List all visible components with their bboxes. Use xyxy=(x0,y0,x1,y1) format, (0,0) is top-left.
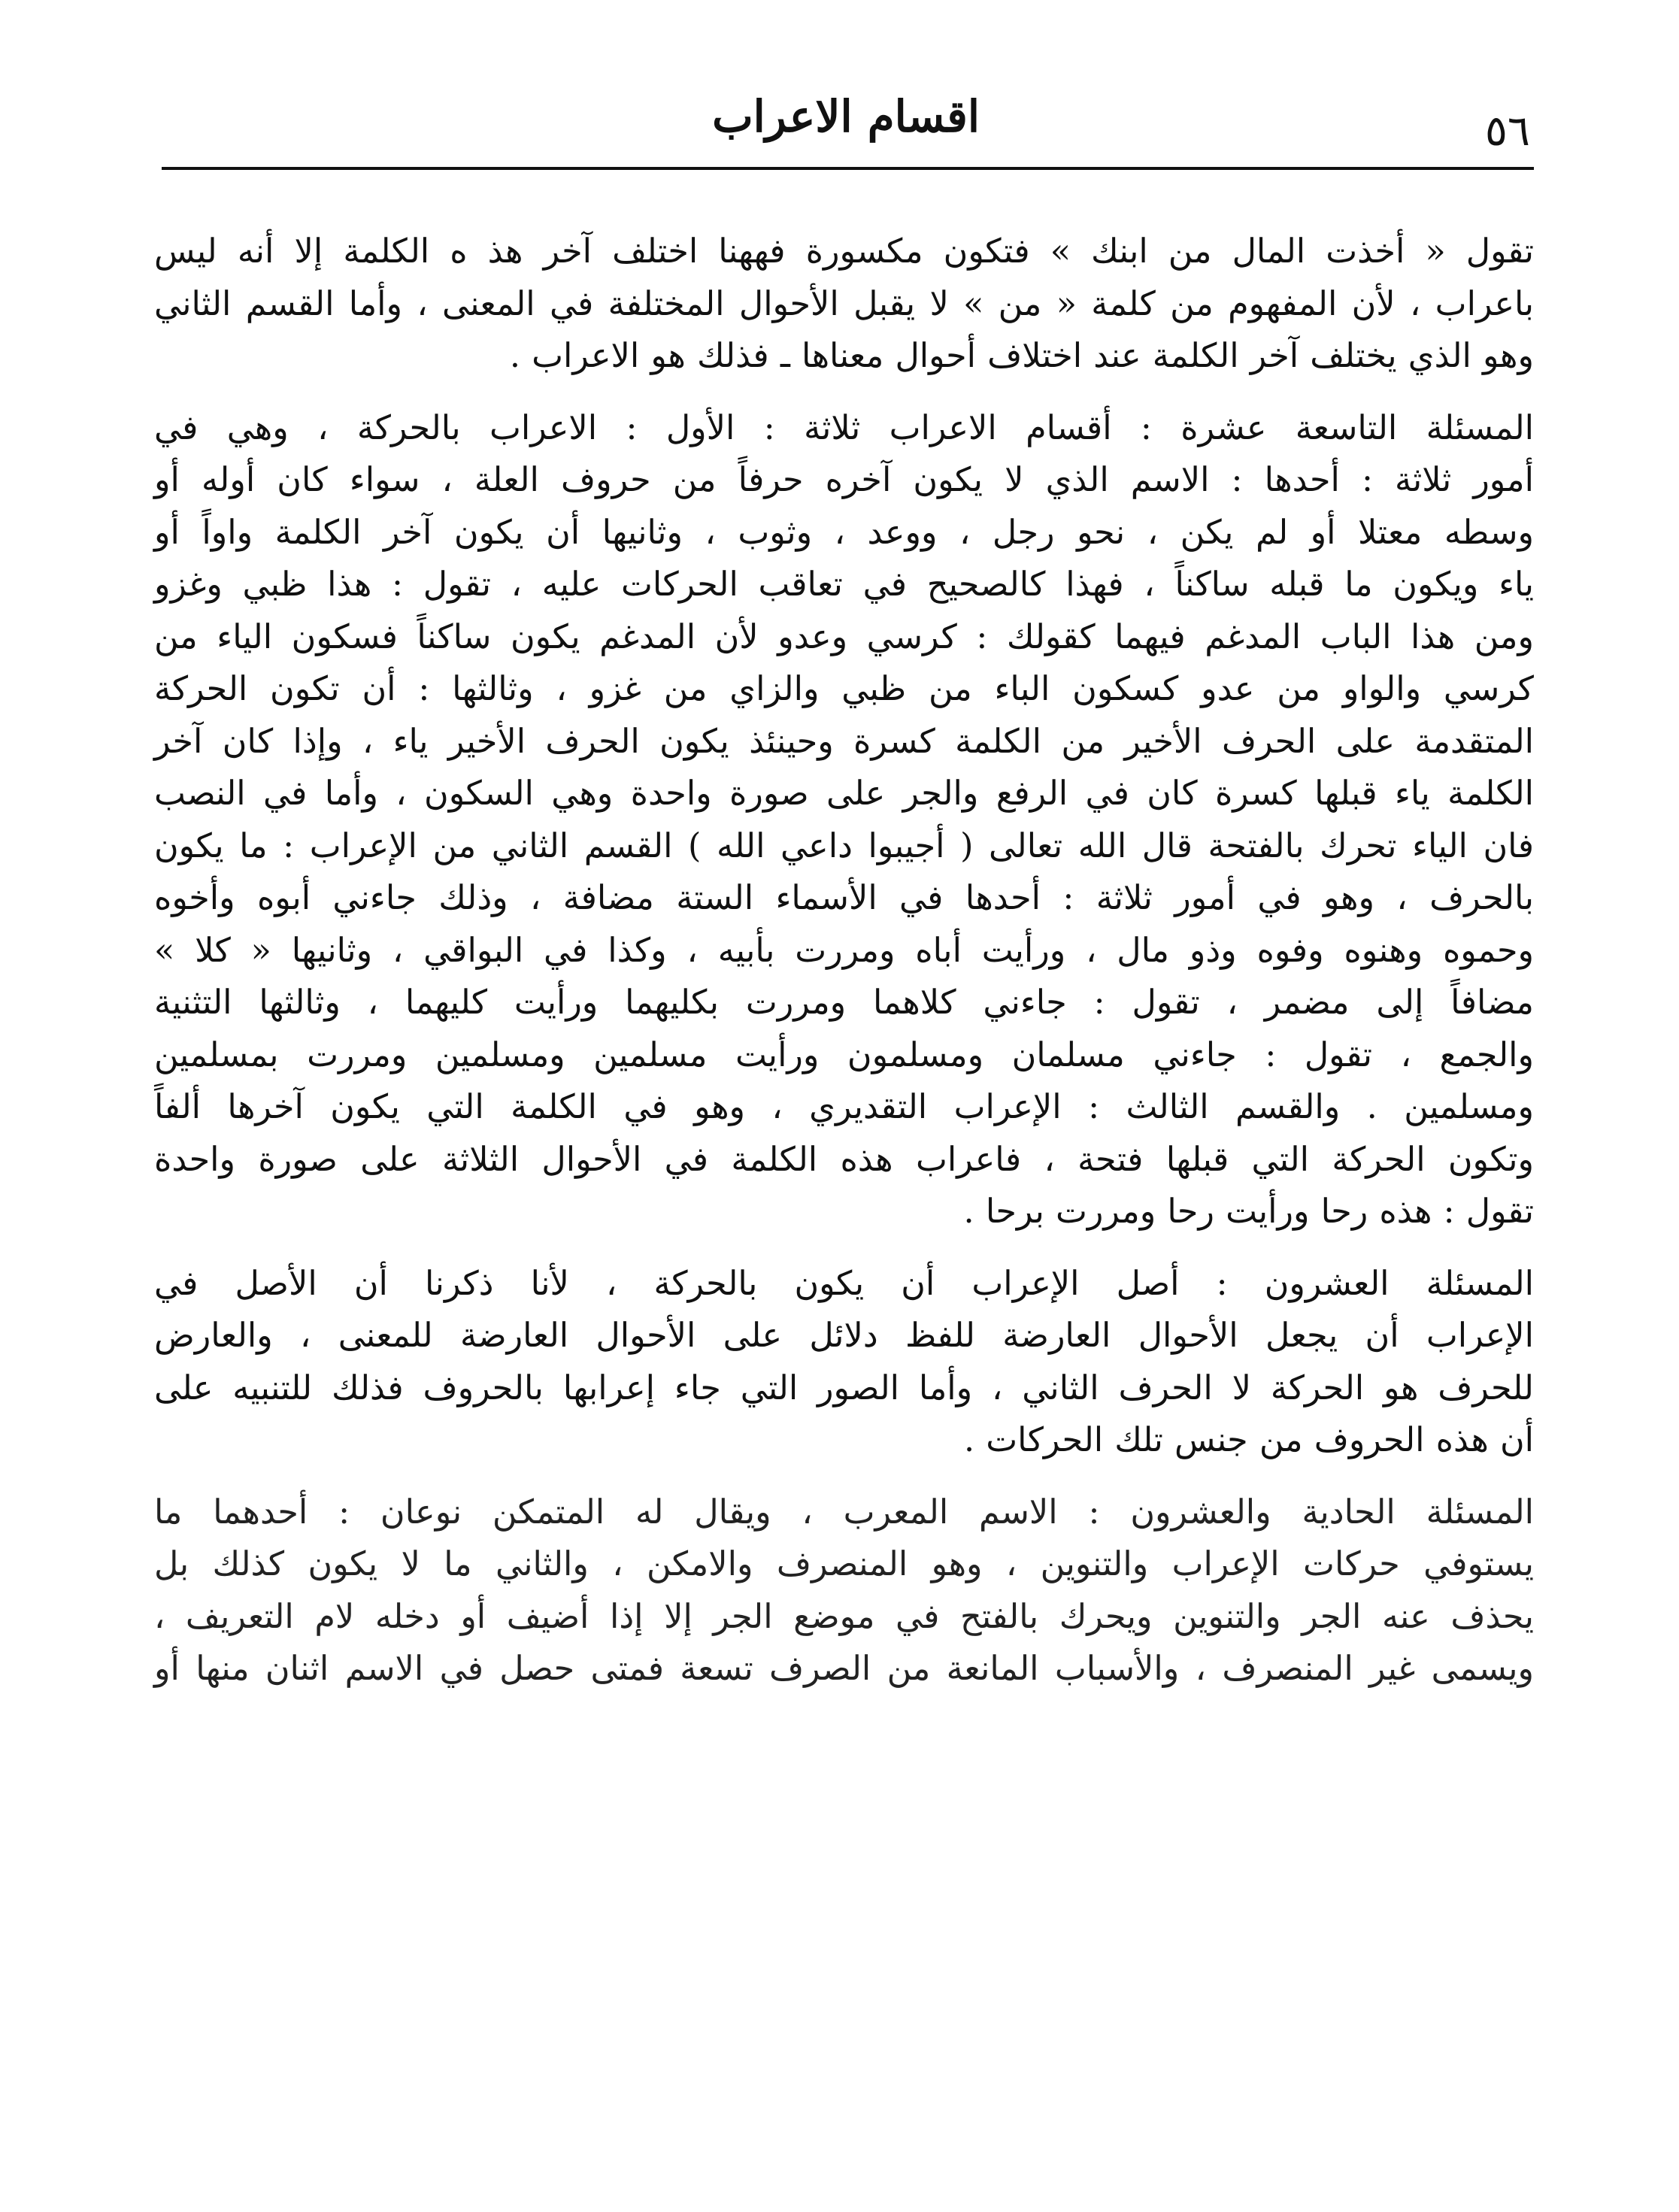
text-line: والجمع ، تقول : جاءني مسلمان ومسلمون ورأيت مسلمين ومسلمين ومررت بمسلمين xyxy=(154,1035,1534,1074)
text-line: باعراب ، لأن المفهوم من كلمة « من » لا يقبل الأحوال المختلفة في المعنى ، وأما القسم الثاني xyxy=(154,284,1534,323)
text-line: يستوفي حركات الإعراب والتنوين ، وهو المنصرف والامكن ، والثاني ما لا يكون كذلك بل xyxy=(154,1545,1534,1583)
text-line: ياء ويكون ما قبله ساكناً ، فهذا كالصحيح في تعاقب الحركات عليه ، تقول : هذا ظبي وغزو xyxy=(154,565,1534,604)
text-line: المسئلة التاسعة عشرة : أقسام الاعراب ثلاثة : الأول : الاعراب بالحركة ، وهي في xyxy=(154,408,1534,447)
paragraph xyxy=(154,402,1534,1238)
text-line: المتقدمة على الحرف الأخير من الكلمة كسرة وحينئذ يكون الحرف الأخير ياء ، وإذا كان آخر xyxy=(154,722,1534,761)
text-line: المسئلة العشرون : أصل الإعراب أن يكون بالحركة ، لأنا ذكرنا أن الأصل في xyxy=(154,1264,1534,1303)
text-line: المسئلة الحادية والعشرون : الاسم المعرب ، ويقال له المتمكن نوعان : أحدهما ما xyxy=(154,1492,1534,1532)
text-line: ومسلمين . والقسم الثالث : الإعراب التقديري ، وهو في الكلمة التي يكون آخرها ألفاً xyxy=(154,1088,1534,1126)
paragraph xyxy=(154,226,1534,383)
text-line: فان الياء تحرك بالفتحة قال الله تعالى ( أجيبوا داعي الله ) القسم الثاني من الإعراب : ما يكون xyxy=(154,826,1534,865)
page-body xyxy=(154,226,1534,1715)
paragraph xyxy=(154,1258,1534,1467)
text-line: وهو الذي يختلف آخر الكلمة عند اختلاف أحوال معناها ـ فذلك هو الاعراب . xyxy=(509,337,1534,375)
text-line: الإعراب أن يجعل الأحوال العارضة للفظ دلائل على الأحوال العارضة للمعنى ، والعارض xyxy=(154,1317,1534,1355)
text-line: وحموه وهنوه وفوه وذو مال ، ورأيت أباه ومررت بأبيه ، وكذا في البواقي ، وثانيها « كلا » xyxy=(154,931,1534,970)
text-line: مضافاً إلى مضمر ، تقول : جاءني كلاهما ومررت بكليهما ورأيت كليهما ، وثالثها التثنية xyxy=(154,983,1534,1022)
text-line: للحرف هو الحركة لا الحرف الثاني ، وأما الصور التي جاء إعرابها بالحروف فذلك للتنبيه على xyxy=(154,1368,1534,1407)
text-line: تقول : هذه رحا ورأيت رحا ومررت برحا . xyxy=(963,1192,1534,1231)
text-line: أن هذه الحروف من جنس تلك الحركات . xyxy=(963,1421,1534,1459)
text-line: أمور ثلاثة : أحدها : الاسم الذي لا يكون آخره حرفاً من حروف العلة ، سواء كان أوله أو xyxy=(154,461,1534,499)
text-line: ومن هذا الباب المدغم فيهما كقولك : كرسي وعدو لأن المدغم يكون ساكناً فسكون الياء من xyxy=(154,617,1534,656)
text-line: كرسي والواو من عدو كسكون الباء من ظبي والزاي من غزو ، وثالثها : أن تكون الحركة xyxy=(154,670,1534,708)
text-line: وتكون الحركة التي قبلها فتحة ، فاعراب هذه الكلمة في الأحوال الثلاثة على صورة واحدة xyxy=(154,1140,1534,1179)
text-line: بالحرف ، وهو في أمور ثلاثة : أحدها في الأسماء الستة مضافة ، وذلك جاءني أبوه وأخوه xyxy=(154,879,1534,917)
page-number: ٥٦ xyxy=(1484,107,1530,156)
page-header xyxy=(162,83,1530,165)
running-title: اقسام الاعراب xyxy=(712,91,980,142)
header-rule xyxy=(162,167,1534,170)
text-line: تقول « أخذت المال من ابنك » فتكون مكسورة فههنا اختلف آخر هذ ه الكلمة إلا أنه ليس xyxy=(154,232,1534,271)
text-line: ويسمى غير المنصرف ، والأسباب المانعة من الصرف تسعة فمتى حصل في الاسم اثنان منها أو xyxy=(154,1650,1534,1688)
text-line: الكلمة ياء قبلها كسرة كان في الرفع والجر على صورة واحدة وهي السكون ، وأما في النصب xyxy=(154,774,1534,813)
paragraph xyxy=(154,1486,1534,1695)
text-line: وسطه معتلا أو لم يكن ، نحو رجل ، ووعد ، وثوب ، وثانيها أن يكون آخر الكلمة واواً أو xyxy=(154,513,1534,552)
text-line: يحذف عنه الجر والتنوين ويحرك بالفتح في موضع الجر إلا إذا أضيف أو دخله لام التعريف ، xyxy=(154,1597,1534,1636)
